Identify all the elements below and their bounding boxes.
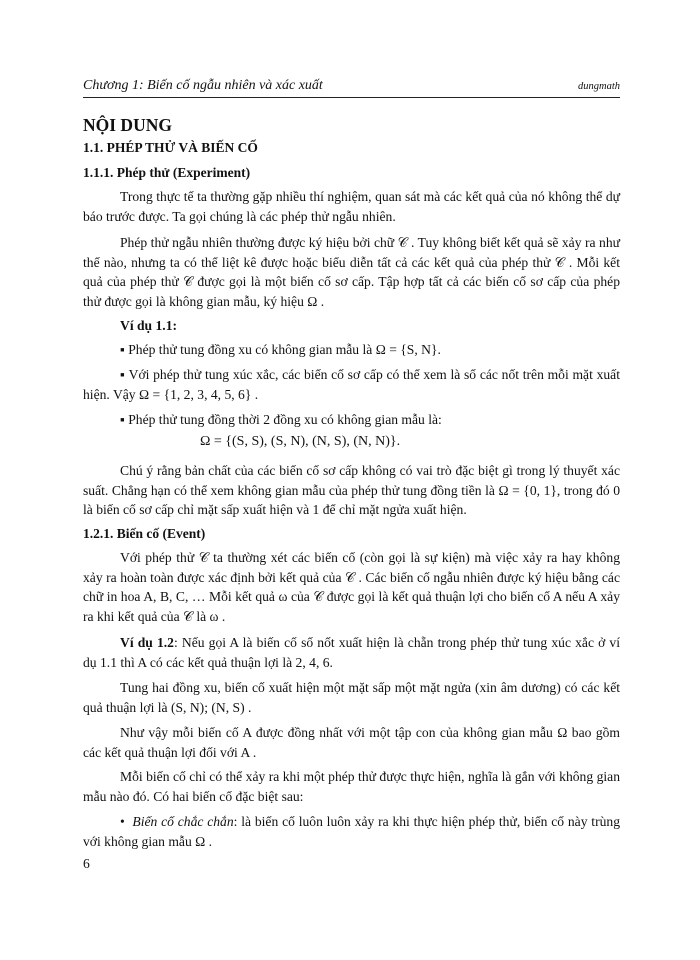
paragraph: Tung hai đồng xu, biến cố xuất hiện một mặt sấp một mặt ngửa (xin âm dương) có các kết quả thuận lợi là (S, N); (N, S) . <box>83 680 620 715</box>
example-text: : Nếu gọi A là biến cố số nốt xuất hiện là chẵn trong phép thử tung xúc xắc ở ví dụ 1.1 thì A có các kết quả thuận lợi là 2, 4, 6. <box>83 635 620 670</box>
sure-event-item <box>83 812 620 851</box>
section-heading-1-2-1: 1.2.1. Biến cố (Event) <box>83 526 206 541</box>
page-number: 6 <box>83 856 90 871</box>
paragraph: Như vậy mỗi biến cố A được đồng nhất với một tập con của không gian mẫu Ω bao gồm các kết quả thuận lợi đối với A . <box>83 725 620 760</box>
example-bullet: ▪ Phép thử tung đồng xu có không gian mẫu là Ω = {S, N}. <box>120 342 441 357</box>
example-1-2 <box>83 633 620 672</box>
sample-space-formula: Ω = {(S, S), (S, N), (N, S), (N, N)}. <box>200 434 401 449</box>
term: Biến cố chắc chắn <box>132 814 234 829</box>
paragraph: Phép thử ngẫu nhiên thường được ký hiệu bởi chữ 𝒞 . Tuy không biết kết quả sẽ xảy ra như thế nào, nhưng ta có thể liệt kê được hoặc biểu diễn tất cả các kết quả của phép thử 𝒞 . Mỗi kết quả của phép thử 𝒞 được gọi là một biến cố sơ cấp. Tập hợp tất cả các biến cố sơ cấp của phép thử được gọi là không gian mẫu, ký hiệu Ω . <box>83 235 620 310</box>
definition: : là biến cố luôn luôn xảy ra khi thực hiện phép thử, biến cố này trùng với không gian mẫu Ω . <box>83 814 621 849</box>
author-label: dungmath <box>578 81 620 92</box>
paragraph: Mỗi biến cố chỉ có thể xảy ra khi một phép thử được thực hiện, nghĩa là gắn với không gian mẫu nào đó. Có hai biến cố đặc biệt sau: <box>83 769 620 804</box>
note-paragraph: Chú ý rằng bản chất của các biến cố sơ cấp không có vai trò đặc biệt gì trong lý thuyết xác suất. Chẳng hạn có thể xem không gian mẫu của phép thử tung đồng tiền là Ω = {0, 1}, trong đó 0 là biến cố sơ cấp chỉ mặt sấp xuất hiện và 1 để chỉ mặt ngửa xuất hiện. <box>83 463 620 518</box>
section-heading-1-1: 1.1. PHÉP THỬ VÀ BIẾN CỐ <box>83 140 258 155</box>
section-heading-1-1-1: 1.1.1. Phép thử (Experiment) <box>83 165 251 180</box>
chapter-title: Chương 1: Biến cố ngẫu nhiên và xác xuất <box>83 78 323 93</box>
paragraph: Trong thực tế ta thường gặp nhiều thí nghiệm, quan sát mà các kết quả của nó không thể dự báo trước được. Ta gọi chúng là các phép thử ngẫu nhiên. <box>83 189 620 224</box>
bullet-icon: • <box>120 814 125 829</box>
example-bullet: ▪ Với phép thử tung xúc xắc, các biến cố sơ cấp có thể xem là số các nốt trên mỗi mặt xuất hiện. Vậy Ω = {1, 2, 3, 4, 5, 6} . <box>83 367 620 402</box>
page-header <box>83 78 620 98</box>
example-bullet: ▪ Phép thử tung đồng thời 2 đồng xu có không gian mẫu là: <box>120 412 442 427</box>
example-label: Ví dụ 1.1: <box>120 318 178 333</box>
heading-content: NỘI DUNG <box>83 115 172 135</box>
example-label: Ví dụ 1.2 <box>120 635 174 650</box>
event-paragraph: Với phép thử 𝒞 ta thường xét các biến cố (còn gọi là sự kiện) mà việc xảy ra hay không xảy ra hoàn toàn được xác định bởi kết quả của 𝒞 . Các biến cố ngẫu nhiên được ký hiệu bằng các chữ in hoa A, B, C, … Mỗi kết quả ω của 𝒞 được gọi là kết quả thuận lợi cho biến cố A nếu A xảy ra khi kết quả của 𝒞 là ω . <box>83 550 620 625</box>
